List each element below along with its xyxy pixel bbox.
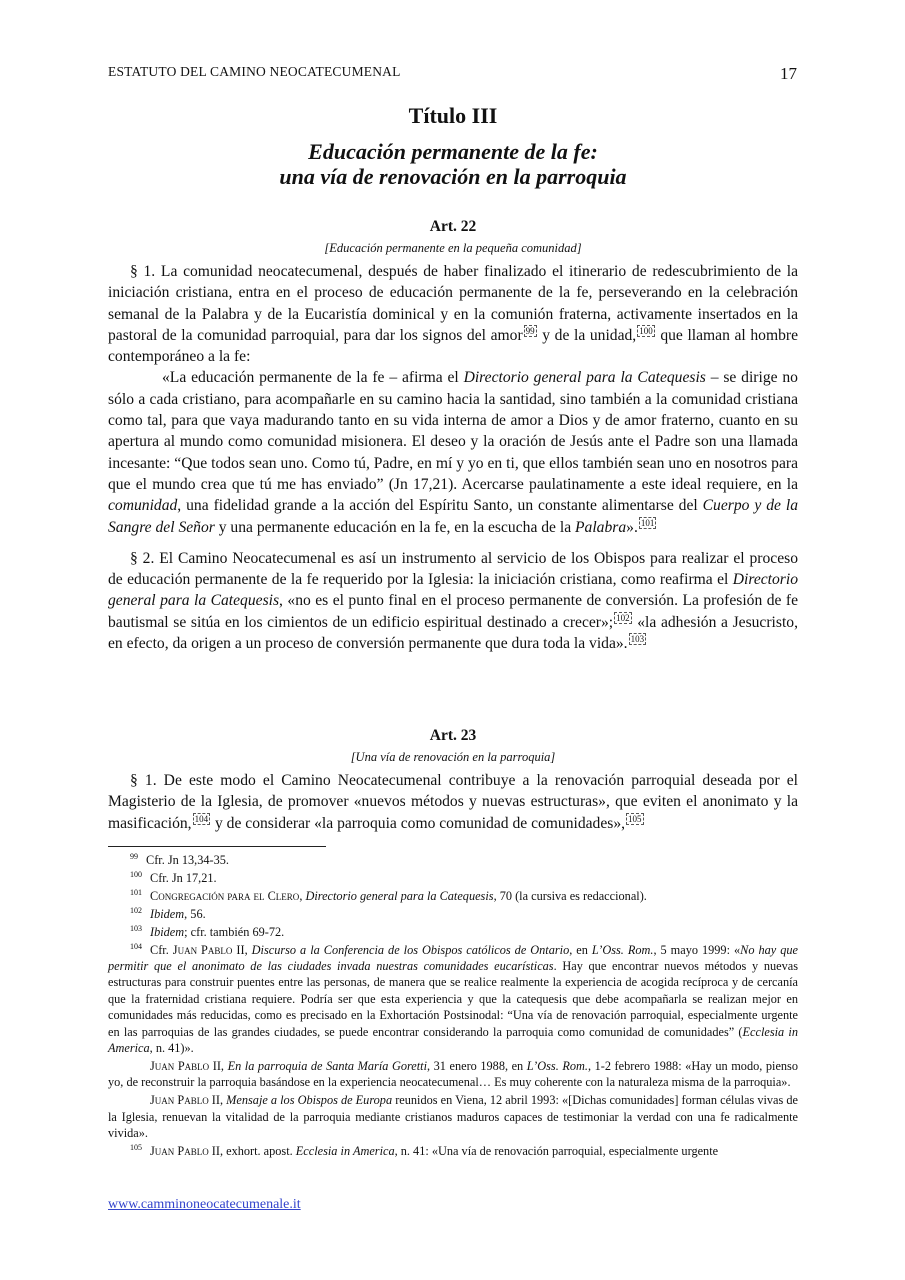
- section-subtitle: [108, 139, 798, 189]
- text-run: § 1. La comunidad neocatecumenal, después de haber finalizado el itinerario de redescubrimiento de la iniciación cristiana, entra en el proceso de educación permanente de la fe, perseverando en la celebración semanal de la Palabra y de la Eucaristía dominical y en la comunión fraterna, activamente insertados en la pastoral de la comunidad parroquial, para dar los signos del amor: [108, 263, 798, 344]
- article-body: [108, 261, 798, 654]
- footnote: [108, 924, 798, 940]
- italic-text: L’Oss. Rom.: [526, 1058, 588, 1073]
- footnote-number: 103: [130, 923, 142, 933]
- italic-text: Ibidem: [150, 906, 185, 921]
- text-run: , 5 mayo 1999: «: [653, 942, 741, 957]
- text-run: – se dirige no sólo a cada cristiano, para acompañarle en su camino hacia la santidad, sino también a la comunidad cristiana como tal, para que vaya madurando tanto en su vida interna de amor a Dios y de amor fraterno, cuanto en su apertura al mundo como comunidad misionera. El deseo y la oración de Jesús ante el Padre son una llamada incesante: “Que todos sean uno. Como tú, Padre, en mí y yo en ti, que ellos también sean uno en nosotros para que el mundo crea que tú me has enviado” (Jn 17,21). Acercarse paulatinamente a este ideal requiere, en la: [108, 369, 798, 493]
- italic-text: No hay que permitir que el anonimato de las ciudades invada nuestras comunidades eucarísticas: [108, 942, 798, 973]
- small-caps-text: Juan Pablo: [150, 1143, 209, 1158]
- article-23: [108, 727, 798, 834]
- italic-text: Discurso a la Conferencia de los Obispos católicos de Ontario: [251, 942, 570, 957]
- text-run: , una fidelidad grande a la acción del Espíritu Santo, un constante alimentarse del: [177, 497, 703, 515]
- italic-text: Palabra: [575, 518, 627, 536]
- text-run: , 31 enero 1988, en: [427, 1058, 527, 1073]
- footnote-number: 100: [130, 869, 142, 879]
- paragraph: [108, 548, 798, 654]
- small-caps-text: Juan Pablo: [150, 1058, 210, 1073]
- italic-text: Ibidem: [150, 924, 185, 939]
- text-run: ; cfr. también 69-72.: [184, 924, 285, 939]
- italic-text: Directorio general para la Catequesis: [463, 369, 706, 387]
- italic-text: Ecclesia in America: [108, 1024, 798, 1055]
- footnote-reference[interactable]: 99: [525, 325, 535, 336]
- footnote: [108, 1143, 798, 1159]
- text-run: II, exhort. apost.: [208, 1143, 296, 1158]
- text-run: y de considerar «la parroquia como comunidad de comunidades»,: [211, 814, 626, 832]
- footnote-number: 101: [130, 887, 142, 897]
- article-subheading: [Una vía de renovación en la parroquia]: [350, 750, 556, 764]
- footnotes: [108, 852, 798, 1161]
- text-run: reunidos en Viena, 12 abril 1993: «[Dichas comunidades] forman células vivas de la Iglesia, renuevan la vitalidad de la parroquia mediante cristianos maduros capaces de testimoniar la verdad con una fe radicalmente vivida».: [108, 1093, 798, 1140]
- text-run: Cfr. Jn 17,21.: [150, 870, 217, 885]
- italic-text: Directorio general para la Catequesis: [108, 571, 798, 610]
- text-run: § 1. De este modo el Camino Neocatecumenal contribuye a la renovación parroquial deseada por el Magisterio de la Iglesia, de promover «nuevos métodos y nuevas estructuras», que eviten el anonimato y la masificación,: [108, 772, 798, 832]
- article-heading: Art. 23: [429, 727, 477, 744]
- article-22: [108, 218, 798, 654]
- small-caps-text: Juan Pablo: [172, 942, 233, 957]
- page-number: 17: [780, 64, 797, 83]
- text-run: § 2. El Camino Neocatecumenal es así un instrumento al servicio de los Obispos para realizar el proceso de educación permanente de la fe requerido por la Iglesia: la iniciación cristiana, como reafirma el: [108, 549, 798, 589]
- text-run: , 56.: [184, 906, 206, 921]
- paragraph: [108, 770, 798, 834]
- small-caps-text: Juan Pablo: [150, 1093, 209, 1108]
- italic-text: Ecclesia in America: [295, 1143, 395, 1158]
- footnote-reference[interactable]: 102: [616, 612, 630, 623]
- text-run: . Hay que encontrar nuevos métodos y nuevas estructuras para construir puentes entre las personas, de manera que se realice realmente la experiencia de acogida recíproca y de cercanía que la fraternidad cristiana requiere. Podría ser que esta experiencia y que la catequesis que debe acompañarla se realizan mejor en comunidades más reducidas, como es precisado en la Exhortación Postsinodal: “Una vía de renovación parroquial, especialmente urgente en las parroquias de las grandes ciudades, se puede encontrar considerando la parroquia como comunidad de comunidades” (: [108, 958, 798, 1039]
- footnote-reference[interactable]: 104: [194, 813, 209, 824]
- footnote: [108, 888, 798, 904]
- section-title: Título III: [408, 103, 498, 128]
- text-run: II,: [209, 1058, 228, 1073]
- article-body: [108, 770, 798, 834]
- italic-text: En la parroquia de Santa María Goretti: [227, 1058, 428, 1073]
- text-run: Cfr.: [150, 942, 173, 957]
- footnote: [108, 906, 798, 922]
- italic-text: comunidad: [108, 497, 178, 515]
- footnote: [108, 870, 798, 886]
- italic-text: L’Oss. Rom.: [591, 942, 654, 957]
- footnote: [108, 1058, 798, 1091]
- italic-text: Mensaje a los Obispos de Europa: [226, 1093, 393, 1108]
- italic-text: Cuerpo y de la Sangre del Señor: [108, 497, 798, 536]
- footnote-reference[interactable]: 100: [639, 325, 653, 336]
- text-run: y de la unidad,: [537, 326, 637, 344]
- footnote-reference[interactable]: 105: [628, 813, 642, 824]
- paragraph: [108, 367, 798, 537]
- footnote-number: 105: [130, 1142, 142, 1152]
- italic-text: Directorio general para la Catequesis: [305, 888, 494, 903]
- text-run: que llaman al hombre contemporáneo a la fe:: [108, 326, 799, 366]
- text-run: , n. 41: «Una vía de renovación parroquial, especialmente urgente: [394, 1143, 719, 1158]
- text-run: ,: [299, 888, 306, 903]
- text-run: , «no es el punto final en el proceso permanente de conversión. La profesión de fe bautismal se sitúa en los cimientos de un edificio espiritual destinado a crecer»;: [108, 592, 798, 631]
- text-run: II,: [232, 942, 252, 957]
- subtitle-line: Educación permanente de la fe:: [308, 139, 598, 164]
- text-run: , 70 (la cursiva es redaccional).: [493, 888, 647, 903]
- footnote-number: 104: [130, 941, 142, 951]
- text-run: ».: [626, 518, 638, 536]
- text-run: , n. 41)».: [149, 1040, 194, 1055]
- subtitle-line: una vía de renovación en la parroquia: [279, 164, 627, 189]
- small-caps-text: Congregación para el Clero: [150, 888, 300, 903]
- text-run: «La educación permanente de la fe – afirma el: [162, 369, 464, 387]
- footnote-reference[interactable]: 103: [630, 634, 645, 645]
- footnote-number: 99: [130, 852, 138, 861]
- text-run: , en: [569, 942, 592, 957]
- text-run: «la adhesión a Jesucristo, en efecto, da origen a un proceso de conversión permanente que dura toda la vida».: [108, 613, 798, 653]
- text-run: y una permanente educación en la fe, en la escucha de la: [214, 518, 576, 536]
- article-subheading: [Educación permanente en la pequeña comunidad]: [324, 241, 582, 255]
- text-run: , 1-2 febrero 1988: «Hay un modo, pienso yo, de reconstruir la parroquia basándose en la experiencia neocatecumenal… Es muy coherente con la naturaleza misma de la parroquia».: [108, 1058, 798, 1090]
- footnote-number: 102: [130, 905, 142, 915]
- footnote: [108, 852, 798, 868]
- paragraph: [108, 261, 798, 367]
- footnote-reference[interactable]: 101: [640, 517, 655, 528]
- running-header: ESTATUTO DEL CAMINO NEOCATECUMENAL: [108, 64, 401, 79]
- footnote: [108, 1092, 798, 1141]
- footnote-separator: [108, 846, 326, 847]
- article-heading: Art. 22: [429, 218, 477, 235]
- website-link[interactable]: www.camminoneocatecumenale.it: [108, 1197, 301, 1212]
- text-run: II,: [208, 1093, 227, 1108]
- footnote: [108, 942, 798, 1057]
- text-run: Cfr. Jn 13,34-35.: [146, 853, 230, 867]
